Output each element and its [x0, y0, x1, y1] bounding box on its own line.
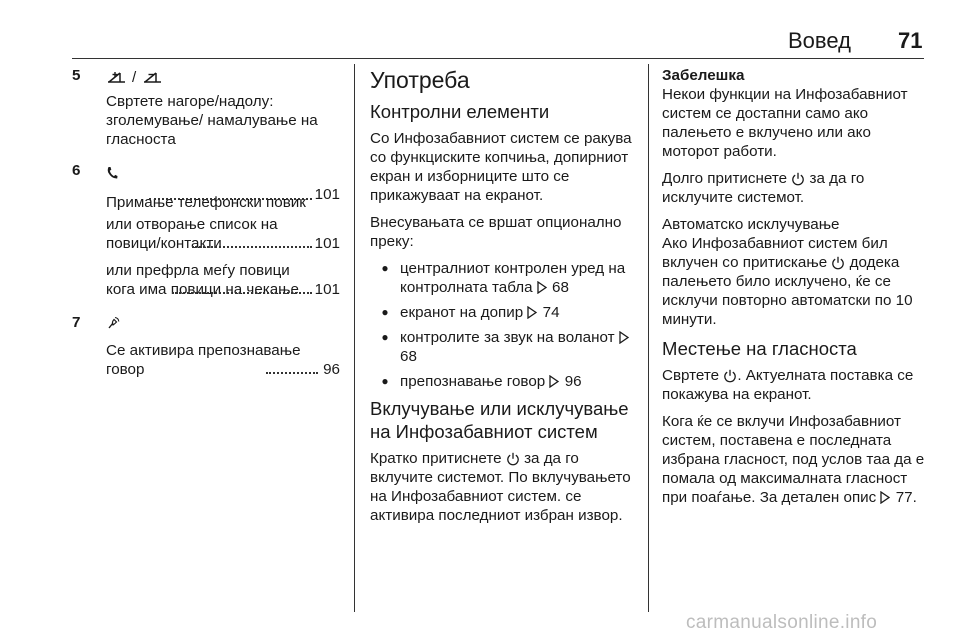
- note-title: Забелешка: [662, 67, 745, 84]
- paragraph: Долго притиснете за да го исклучите системот.: [662, 170, 865, 206]
- page-ref: 77.: [895, 489, 917, 506]
- icon-separator: /: [132, 68, 137, 86]
- column-2: [370, 66, 636, 533]
- list-item: ● централниот контролен уред на контролната табла 68: [381, 260, 626, 296]
- page-ref-arrow-icon: [619, 331, 630, 344]
- subheading-power: Вклучување или исклучување на Инфозабавниот систем: [370, 398, 629, 442]
- volume-down-icon: [142, 70, 162, 84]
- paragraph: Ако Инфозабавниот систем бил вклучен со притискање додека палењето било исклучено, ќе се исклучи повторно автоматски по 10 минути.: [662, 235, 913, 328]
- page-ref: 101: [314, 281, 340, 298]
- paragraph: Внесувањата се вршат опционално преку:: [370, 214, 622, 250]
- note-box: [662, 66, 928, 161]
- call-list-block: или отворање список на повици/контакти 101: [106, 216, 340, 252]
- item-number: 7: [72, 314, 81, 331]
- page-ref: 74: [542, 304, 560, 321]
- list-item: ● препознавање говор 96: [381, 373, 582, 390]
- watermark: carmanualsonline.info: [686, 612, 878, 633]
- subheading-volume: Местење на гласноста: [662, 338, 857, 359]
- volume-up-icon: [106, 70, 126, 84]
- power-knob-icon: [791, 172, 805, 186]
- phone-icon: [106, 166, 118, 180]
- section-heading: Употреба: [370, 67, 470, 93]
- column-3: [662, 66, 928, 515]
- page-ref: 96: [564, 373, 582, 390]
- list-item: ● контролите за звук на воланот 68: [370, 328, 636, 366]
- item-number: 6: [72, 162, 81, 179]
- power-knob-icon: [831, 256, 845, 270]
- paragraph: Свртете . Актуелната поставка се покажува на екранот.: [662, 367, 914, 403]
- list-item-7: [72, 313, 340, 379]
- note-text: Некои функции на Инфозабавниот систем се достапни само ако палењето е вклучено или ако моторот работи.: [662, 86, 908, 160]
- subheading-auto-off: Автоматско исклучување: [662, 216, 840, 233]
- column-1: [72, 66, 340, 383]
- list-item-6: [72, 161, 340, 309]
- subheading-controls: Контролни елементи: [370, 101, 550, 122]
- paragraph: Со Инфозабавниот систем се ракува со функциските копчиња, допирниот екран и изборниците што се прикажуваат на екранот.: [370, 130, 632, 204]
- power-knob-icon: [506, 452, 520, 466]
- answer-call-text: Примање телефонски повик: [106, 194, 306, 211]
- paragraph: Кратко притиснете за да го вклучите системот. По вклучувањето на Инфозабавниот систем. се активира последниот избран извор.: [370, 450, 631, 524]
- item-description: Свртете нагоре/надолу: зголемување/ намалување на гласноста: [106, 93, 318, 148]
- item-number: 5: [72, 67, 81, 84]
- page-ref-arrow-icon: [527, 306, 538, 319]
- paragraph: Кога ќе се вклучи Инфозабавниот систем, поставена е последната избрана гласност, под услов таа да е помала од максималната гласност при поаѓање. За детален опис 77.: [662, 413, 925, 506]
- power-knob-icon: [723, 369, 737, 383]
- page-header: [0, 28, 960, 58]
- bullet-list: [370, 259, 636, 391]
- section-title: Вовед: [788, 28, 851, 53]
- column-divider-1: [354, 64, 355, 612]
- page-ref: 68: [400, 348, 417, 365]
- answer-call-leader: [106, 185, 340, 204]
- voice-block: Се активира препознавање говор 96: [106, 342, 340, 378]
- page-number: 71: [898, 28, 923, 53]
- list-item: ● екранот на допир 74: [381, 304, 560, 321]
- page-ref-arrow-icon: [549, 375, 560, 388]
- voice-recognition-icon: [106, 316, 120, 330]
- column-divider-2: [648, 64, 649, 612]
- page-ref-arrow-icon: [537, 281, 548, 294]
- list-item-5: [72, 66, 340, 157]
- switch-calls-block: или префрла меѓу повици кога има повици на чекање 101: [106, 262, 340, 298]
- page-ref: 96: [323, 361, 340, 378]
- page-ref-arrow-icon: [880, 491, 891, 504]
- page-ref: 101: [314, 186, 340, 203]
- header-rule: [72, 58, 924, 59]
- page-ref: 68: [552, 279, 569, 296]
- page-ref: 101: [314, 235, 340, 252]
